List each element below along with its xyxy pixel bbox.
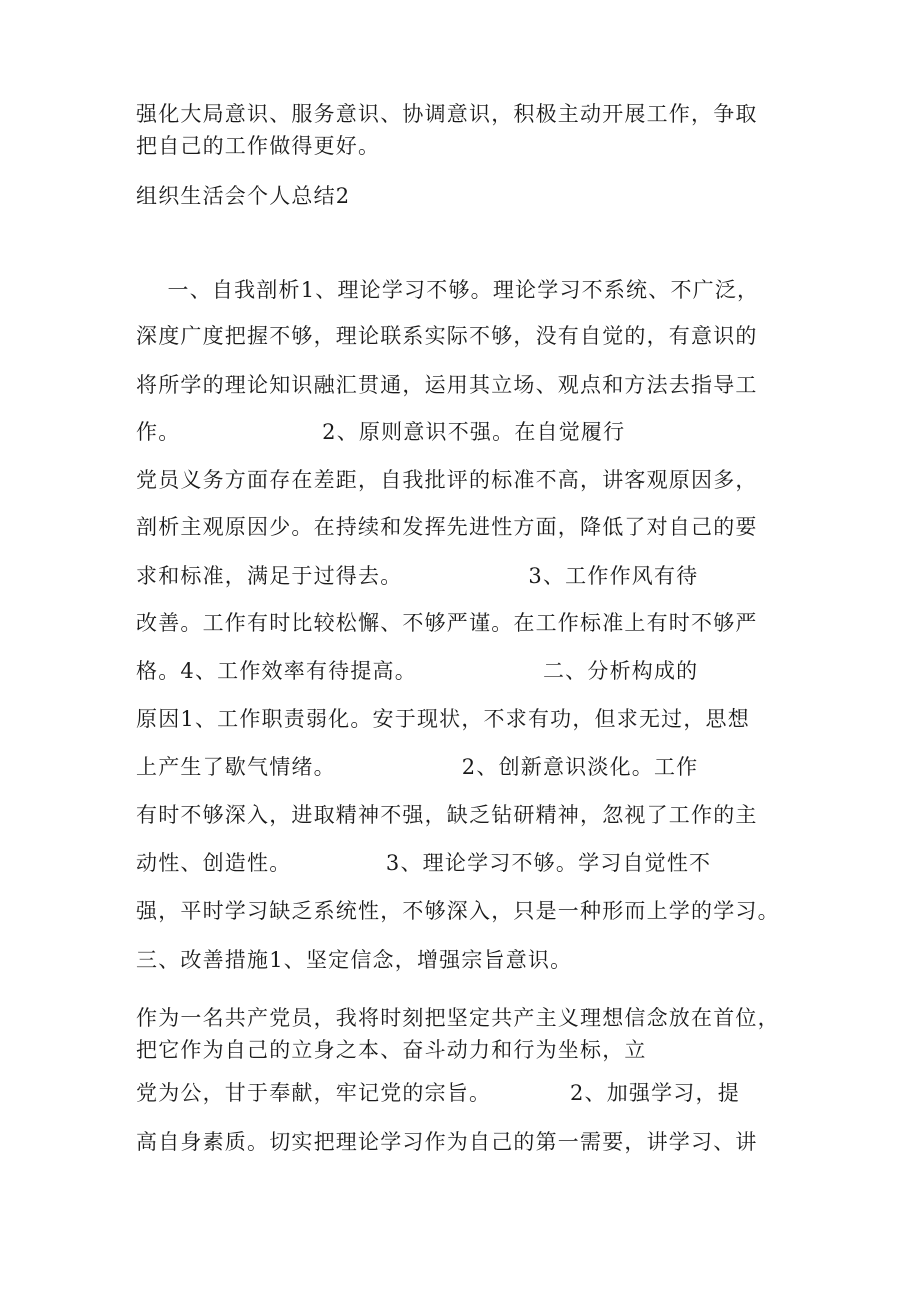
text-line: 作为一名共产党员，我将时刻把坚定共产主义理想信念放在首位， <box>136 1006 780 1030</box>
text-line: 把自己的工作做得更好。 <box>136 134 381 158</box>
text-line: 党员义务方面存在差距，自我批评的标准不高，讲客观原因多， <box>136 468 758 492</box>
text-line: 作。 2、原则意识不强。在自觉履行 <box>136 420 626 444</box>
section-heading: 组织生活会个人总结2 <box>136 184 351 208</box>
text-line: 原因1、工作职责弱化。安于现状，不求有功，但求无过，思想 <box>136 707 750 731</box>
text-line: 强，平时学习缺乏系统性，不够深入，只是一种形而上学的学习。 <box>136 899 780 923</box>
text-line: 高自身素质。切实把理论学习作为自己的第一需要，讲学习、讲 <box>136 1130 758 1154</box>
text-line: 三、改善措施1、坚定信念，增强宗旨意识。 <box>136 948 573 972</box>
text-line: 把它作为自己的立身之本、奋斗动力和行为坐标，立 <box>136 1038 647 1062</box>
text-line: 强化大局意识、服务意识、协调意识，积极主动开展工作，争取 <box>136 102 758 126</box>
text-line: 动性、创造性。 3、理论学习不够。学习自觉性不 <box>136 851 712 875</box>
text-line: 深度广度把握不够，理论联系实际不够，没有自觉的，有意识的 <box>136 324 758 348</box>
text-line: 将所学的理论知识融汇贯通，运用其立场、观点和方法去指导工 <box>136 373 758 397</box>
text-line: 党为公，甘于奉献，牢记党的宗旨。 2、加强学习，提 <box>136 1081 740 1105</box>
text-line: 格。4、工作效率有待提高。 二、分析构成的 <box>136 659 699 683</box>
text-line: 有时不够深入，进取精神不强，缺乏钻研精神，忽视了工作的主 <box>136 803 758 827</box>
text-line: 剖析主观原因少。在持续和发挥先进性方面，降低了对自己的要 <box>136 515 758 539</box>
text-line: 一、自我剖析1、理论学习不够。理论学习不系统、不广泛， <box>136 278 760 302</box>
text-line: 上产生了歇气情绪。 2、创新意识淡化。工作 <box>136 755 699 779</box>
text-line: 求和标准，满足于过得去。 3、工作作风有待 <box>136 564 699 588</box>
text-line: 改善。工作有时比较松懈、不够严谨。在工作标准上有时不够严 <box>136 611 758 635</box>
